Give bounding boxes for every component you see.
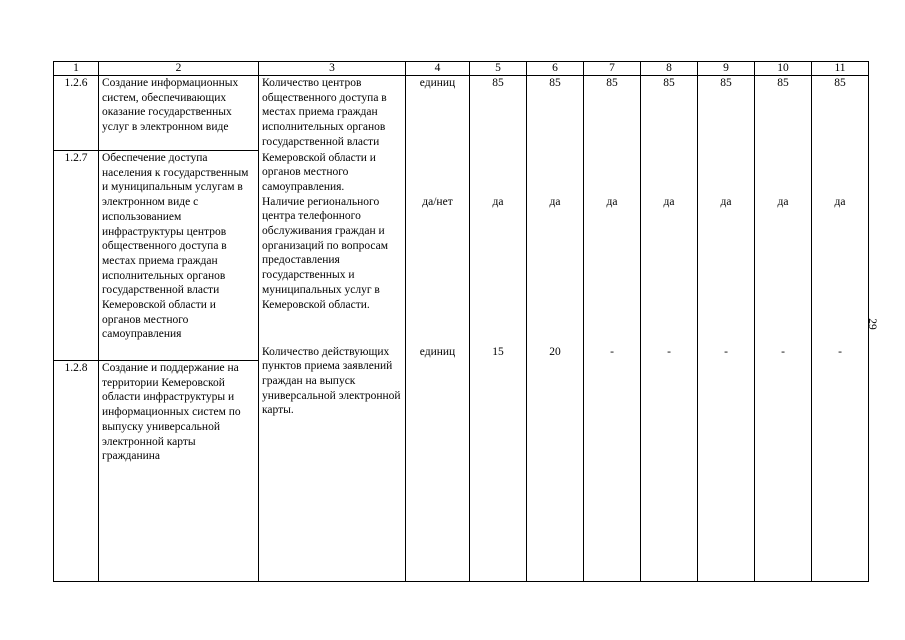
- value-cell: 85: [698, 76, 755, 151]
- header-cell: 6: [527, 62, 584, 76]
- header-cell: 8: [641, 62, 698, 76]
- value-cell: -: [610, 345, 614, 358]
- header-cell: 10: [755, 62, 812, 76]
- value-cell: 85: [584, 76, 641, 151]
- table-row: [54, 361, 869, 582]
- value-cell: 85: [755, 76, 812, 151]
- activity-name: Обеспечение доступа населения к государственным и муниципальным услугам в электронном виде с использованием инфраструктуры центров общественного доступа в местах приема граждан исполнительных органов государственной власти Кемеровской области и органов местного самоуправления: [99, 151, 259, 361]
- value-cell: да: [549, 195, 561, 208]
- value-cell: да: [606, 195, 618, 208]
- header-cell: 4: [406, 62, 470, 76]
- value-cell: -: [838, 345, 842, 358]
- value-cell: 85: [641, 76, 698, 151]
- indicator-name: Наличие регионального центра телефонного обслуживания граждан и организаций по вопросам предоставления государственных и муниципальных услуг в Кемеровской области.: [262, 195, 389, 311]
- header-cell: 9: [698, 62, 755, 76]
- value-cell: -: [667, 345, 671, 358]
- row-code: 1.2.7: [54, 151, 99, 361]
- unit-cell: единиц: [419, 345, 456, 358]
- indicators-table: [53, 61, 869, 582]
- header-cell: 1: [54, 62, 99, 76]
- activity-name: Создание информационных систем, обеспечивающих оказание государственных услуг в электронном виде: [99, 76, 259, 151]
- indicator-name: Кемеровской области и органов местного самоуправления.: [262, 151, 376, 193]
- indicator-name: Количество центров общественного доступа в местах приема граждан исполнительных органов государственной власти: [259, 76, 406, 151]
- unit-cell: единиц: [406, 76, 470, 151]
- value-cell: -: [781, 345, 785, 358]
- table-row: [54, 151, 869, 361]
- value-cell: 85: [470, 76, 527, 151]
- value-cell: да: [492, 195, 504, 208]
- header-cell: 2: [99, 62, 259, 76]
- header-cell: 3: [259, 62, 406, 76]
- indicator-name: Количество действующих пунктов приема заявлений граждан на выпуск универсальной электронной карты.: [262, 345, 401, 417]
- page-number: 29: [865, 318, 878, 330]
- row-code: 1.2.6: [54, 76, 99, 151]
- value-cell: да: [834, 195, 846, 208]
- value-cell: да: [720, 195, 732, 208]
- value-cell: 20: [549, 345, 561, 358]
- value-cell: 85: [812, 76, 869, 151]
- value-cell: 15: [492, 345, 504, 358]
- header-cell: 7: [584, 62, 641, 76]
- row-code: 1.2.8: [54, 361, 99, 582]
- unit-cell: да/нет: [422, 195, 453, 208]
- value-cell: да: [777, 195, 789, 208]
- value-cell: -: [724, 345, 728, 358]
- table-row: [54, 76, 869, 151]
- value-cell: да: [663, 195, 675, 208]
- header-cell: 5: [470, 62, 527, 76]
- value-cell: 85: [527, 76, 584, 151]
- activity-name: Создание и поддержание на территории Кемеровской области инфраструктуры и информационных систем по выпуску универсальной электронной карты гражданина: [99, 361, 259, 582]
- header-row: [54, 62, 869, 76]
- header-cell: 11: [812, 62, 869, 76]
